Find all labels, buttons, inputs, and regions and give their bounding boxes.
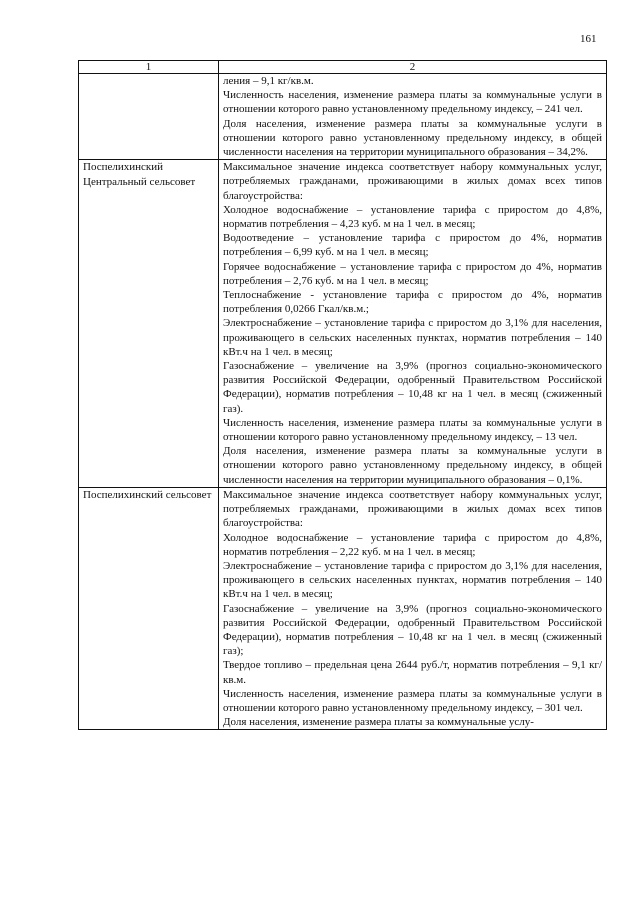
paragraph: Доля населения, изменение размера платы за коммунальные услу- xyxy=(223,716,534,729)
description-cell xyxy=(219,487,607,729)
paragraph: Численность населения, изменение размера платы за коммунальные услуги в отношении которого равно установленному предельному индексу, – 301 чел. xyxy=(223,687,602,714)
page-number: 161 xyxy=(580,33,597,45)
index-table xyxy=(78,60,607,730)
paragraph: Газоснабжение – увеличение на 3,9% (прогноз социально-экономического развития Российской Федерации, одобренный Правительством Российской Федерации), норматив потребления – 10,48 кг на 1 чел. в месяц (сжиженный газ). xyxy=(223,360,602,415)
paragraph: Твердое топливо – предельная цена 2644 руб./т, норматив потребления – 9,1 кг/кв.м. xyxy=(223,659,602,686)
table-row xyxy=(79,160,607,488)
paragraph: Доля населения, изменение размера платы за коммунальные услуги в отношении которого равно установленному предельному индексу, в общей численности населения на территории муниципального образования – 0,1%. xyxy=(223,445,602,486)
paragraph: Численность населения, изменение размера платы за коммунальные услуги в отношении которого равно установленному предельному индексу, – 13 чел. xyxy=(223,416,602,444)
paragraph: Электроснабжение – установление тарифа с приростом до 3,1% для населения, проживающего в сельских населенных пунктах, норматив потребления – 140 кВт.ч на 1 чел. в месяц; xyxy=(223,559,602,601)
paragraph: ления – 9,1 кг/кв.м. xyxy=(223,75,314,87)
municipality-cell xyxy=(79,74,219,160)
paragraph: Максимальное значение индекса соответствует набору коммунальных услуг, потребляемых гражданами, проживающими в жилых домах всех типов благоустройства: xyxy=(223,161,602,202)
paragraph: Газоснабжение – увеличение на 3,9% (прогноз социально-экономического развития Российской Федерации, одобренный Правительством Российской Федерации), норматив потребления – 10,48 кг на 1 чел. в месяц (сжиженный газ); xyxy=(223,602,602,658)
paragraph: Теплоснабжение - установление тарифа с приростом до 4%, норматив потребления 0,0266 Гкал/кв.м.; xyxy=(223,289,602,316)
paragraph: Холодное водоснабжение – установление тарифа с приростом до 4,8%, норматив потребления – 4,23 куб. м на 1 чел. в месяц; xyxy=(223,203,602,231)
paragraph: Водоотведение – установление тарифа с приростом до 4%, норматив потребления – 6,99 куб. м на 1 чел. в месяц; xyxy=(223,232,602,259)
description-cell xyxy=(219,160,607,488)
paragraph: Горячее водоснабжение – установление тарифа с приростом до 4%, норматив потребления – 2,76 куб. м на 1 чел. в месяц; xyxy=(223,260,602,287)
municipality-cell: Поспелихинский Центральный сельсовет xyxy=(79,160,219,488)
paragraph: Холодное водоснабжение – установление тарифа с приростом до 4,8%, норматив потребления – 2,22 куб. м на 1 чел. в месяц; xyxy=(223,531,602,558)
municipality-cell: Поспелихинский сельсовет xyxy=(79,487,219,729)
table-row xyxy=(79,487,607,729)
paragraph: Электроснабжение – установление тарифа с приростом до 3,1% для населения, проживающего в сельских населенных пунктах, норматив потребления – 140 кВт.ч на 1 чел. в месяц; xyxy=(223,317,602,358)
description-cell xyxy=(219,74,607,160)
column-header-2: 2 xyxy=(219,61,607,74)
column-header-1: 1 xyxy=(79,61,219,74)
table-row xyxy=(79,74,607,160)
paragraph: Доля населения, изменение размера платы за коммунальные услуги в отношении которого равно установленному предельному индексу, в общей численности населения на территории муниципального образования – 34,2%. xyxy=(223,117,602,159)
paragraph: Максимальное значение индекса соответствует набору коммунальных услуг, потребляемых гражданами, проживающими в жилых домах всех типов благоустройства: xyxy=(223,488,602,530)
table-header-row xyxy=(79,61,607,74)
paragraph: Численность населения, изменение размера платы за коммунальные услуги в отношении которого равно установленному предельному индексу, – 241 чел. xyxy=(223,89,602,116)
